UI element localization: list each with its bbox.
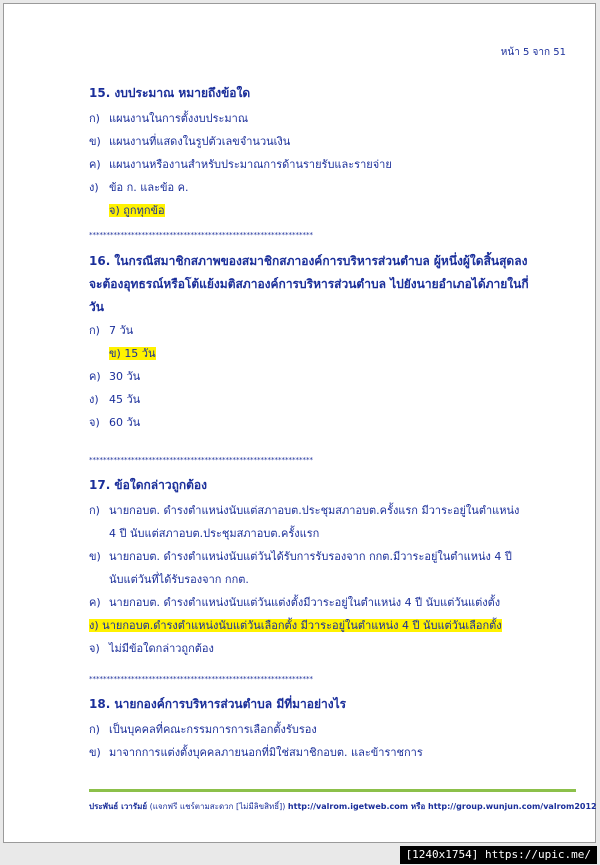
question-17	[89, 474, 574, 660]
option-d: ง) 45 วัน	[89, 393, 141, 406]
option-b-answer: ข) 15 วัน	[109, 347, 156, 360]
question-title: 17. ข้อใดกล่าวถูกต้อง	[89, 478, 207, 492]
separator-stars: ****************************************************************	[89, 456, 313, 464]
option-e-answer: จ) ถูกทุกข้อ	[109, 204, 165, 217]
separator-stars: ****************************************************************	[89, 231, 313, 239]
option-e: จ) ไม่มีข้อใดกล่าวถูกต้อง	[89, 642, 214, 655]
question-title-line-2: จะต้องอุทธรณ์หรือโต้แย้งมติสภาองค์การบริหารส่วนตำบล ไปยังนายอำเภอได้ภายในกี่	[89, 277, 529, 291]
page-number: หน้า 5 จาก 51	[500, 47, 566, 58]
option-a: ก) นายกอบต. ดำรงตำแหน่งนับแต่สภาอบต.ประชุมสภาอบต.ครั้งแรก มีวาระอยู่ในตำแหน่ง 4 ปี นับแต่สภาอบต.ประชุมสภาอบต.ครั้งแรก	[89, 504, 520, 540]
question-title-line-1: 16. ในกรณีสมาชิกสภาพของสมาชิกสภาองค์การบริหารส่วนตำบล ผู้หนึ่งผู้ใดสิ้นสุดลง	[89, 254, 528, 268]
option-e: จ) 60 วัน	[89, 416, 141, 429]
question-title: 18. นายกองค์การบริหารส่วนตำบล มีที่มาอย่างไร	[89, 697, 347, 711]
option-c: ค) 30 วัน	[89, 370, 141, 383]
option-c: ค) แผนงานหรืองานสำหรับประมาณการด้านรายรับและรายจ่าย	[89, 158, 392, 171]
footer-rule	[89, 789, 576, 792]
option-c: ค) นายกอบต. ดำรงตำแหน่งนับแต่วันแต่งตั้งมีวาระอยู่ในตำแหน่ง 4 ปี นับแต่วันแต่งตั้ง	[89, 596, 501, 609]
option-b: ข) นายกอบต. ดำรงตำแหน่งนับแต่วันได้รับการรับรองจาก กกต.มีวาระอยู่ในตำแหน่ง 4 ปี นับแต่วันที่ได้รับรองจาก กกต.	[89, 550, 512, 586]
question-title: 15. งบประมาณ หมายถึงข้อใด	[89, 86, 251, 100]
page-footer	[89, 800, 597, 813]
option-a: ก) 7 วัน	[89, 324, 134, 337]
footer-author: ประพันธ์ เวารัมย์	[89, 802, 148, 811]
footer-links[interactable]: http://valrom.igetweb.com หรือ http://group.wunjun.com/valrom2012	[287, 802, 597, 811]
question-title-line-3: วัน	[89, 300, 104, 314]
option-d-answer: ง) นายกอบต.ดำรงตำแหน่งนับแต่วันเลือกตั้ง มีวาระอยู่ในตำแหน่ง 4 ปี นับแต่วันเลือกตั้ง	[89, 619, 502, 632]
option-b: ข) มาจากการแต่งตั้งบุคคลภายนอกที่มิใช่สมาชิกอบต. และข้าราชการ	[89, 746, 423, 759]
document-page	[3, 3, 596, 843]
footer-note: (แจกฟรี แชร์ตามสะดวก [ไม่มีลิขสิทธิ์])	[149, 802, 286, 811]
option-a: ก) แผนงานในการตั้งงบประมาณ	[89, 112, 249, 125]
option-b: ข) แผนงานที่แสดงในรูปตัวเลขจำนวนเงิน	[89, 135, 291, 148]
question-16	[89, 250, 574, 434]
option-d: ง) ข้อ ก. และข้อ ค.	[89, 181, 189, 194]
question-18	[89, 693, 574, 764]
option-a: ก) เป็นบุคคลที่คณะกรรมการการเลือกตั้งรับรอง	[89, 723, 317, 736]
image-host-watermark: [1240x1754] https://upic.me/	[400, 846, 597, 864]
separator-stars: ****************************************************************	[89, 675, 313, 683]
question-15	[89, 82, 574, 222]
